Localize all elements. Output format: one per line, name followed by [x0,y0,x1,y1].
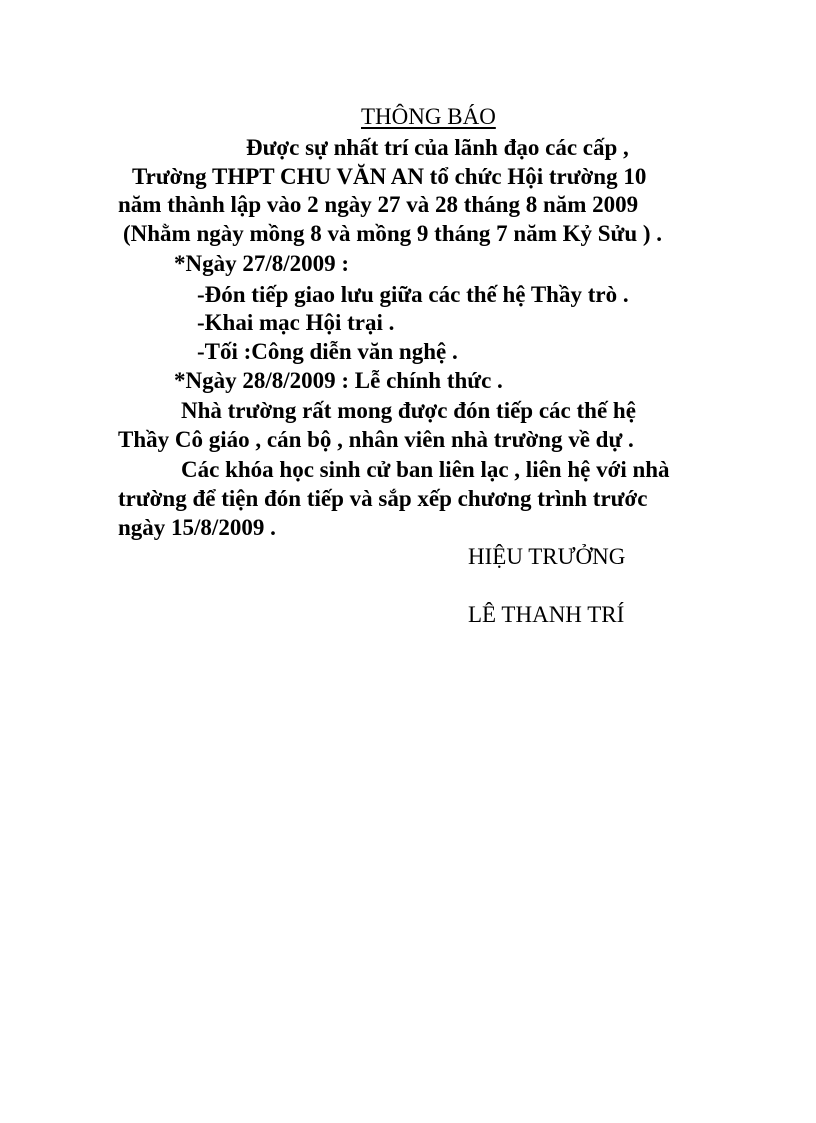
schedule-item-performance: -Tối :Công diễn văn nghệ . [197,339,458,364]
notice-line-2: Trường THPT CHU VĂN AN tổ chức Hội trường 10 [132,164,647,189]
notice-line-1: Được sự nhất trí của lãnh đạo các cấp , [246,135,629,160]
schedule-day-2: *Ngày 28/8/2009 : Lễ chính thức . [174,368,503,393]
signer-name: LÊ THANH TRÍ [468,602,625,627]
notice-line-4: (Nhằm ngày mồng 8 và mồng 9 tháng 7 năm Kỷ Sửu ) . [123,221,663,246]
notice-line-3: năm thành lập vào 2 ngày 27 và 28 tháng 8 năm 2009 [118,192,639,217]
notice-title: THÔNG BÁO [361,104,496,129]
notice-line-contact-1: Các khóa học sinh cử ban liên lạc , liên hệ với nhà [181,457,670,482]
notice-line-invite-2: Thầy Cô giáo , cán bộ , nhân viên nhà trường về dự . [118,427,634,452]
schedule-day-1: *Ngày 27/8/2009 : [174,251,350,276]
schedule-item-welcome: -Đón tiếp giao lưu giữa các thế hệ Thầy trò . [197,282,629,307]
notice-line-contact-3: ngày 15/8/2009 . [118,515,276,540]
schedule-item-opening: -Khai mạc Hội trại . [197,310,395,335]
notice-line-contact-2: trường để tiện đón tiếp và sắp xếp chương trình trước [118,486,648,511]
signer-title: HIỆU TRƯỞNG [468,544,626,569]
notice-line-invite-1: Nhà trường rất mong được đón tiếp các thế hệ [181,398,636,423]
